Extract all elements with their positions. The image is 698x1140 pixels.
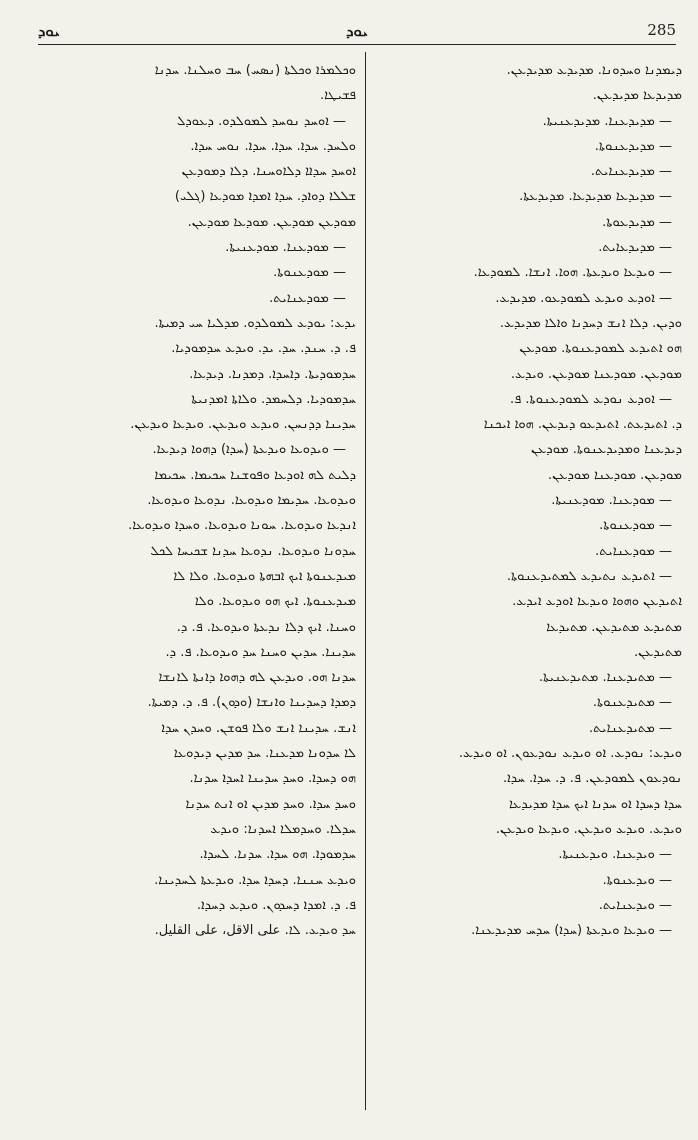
entry-line: ܡܬܝܕܥܢ. (633, 644, 682, 660)
entry-line: — ܘܝܕܥܐ ܘܝܕܥܬܐ (ܚܕܐ) ܚܕܚ ܡܕܝܕܥܢܐ. (471, 923, 672, 939)
entry-line: — ܐܬܝܕܥ ܢܬܝܕܥ ܠܡܬܝܕܥܢܘܬܐ. (506, 568, 672, 584)
entry-line: ܘܕܝܢ. ܕܠܐ ܐܢܫ ܕܚܕܢܐ ܘܐܠܐ ܡܕܝܕܥ. (499, 315, 682, 331)
entry-line: ܚܕ ܘܝܕܥ. ܠܐ. على الاقل، على القليل. (154, 923, 356, 939)
entry-line: ܚܕܝܢܐ ܕܕܢܚܢ. ܘܝܕܥ ܘܝܕܥܢ. ܘܝܕܥܐ ܘܝܕܥܢ. (130, 417, 356, 433)
entry-line: ܐܢܫ. ܚܕܝܢܐ ܐܢܫ ܘܠܐ ܦܘܫܢ. ܘܚܕܢ ܚܕܐ (161, 720, 356, 736)
entry-line: ܘܚܢܐ. ܐܝܟ ܕܠܐ ܢܕܥܬܐ ܘܝܕܘܥܐ. ܦ. ܕ. (176, 619, 356, 635)
entry-line: ܚܕܡܘܕܐ. ܗܘ ܚܕܐ. ܚܕܢܐ. ܠܚܕܐ. (199, 847, 356, 863)
entry-line: ܚܕܝܢܐ. ܚܕܝܢ ܘܚܢܐ ܚܕ ܘܝܕܘܥܐ. ܦ. ܕ. (165, 644, 356, 660)
entry-line: ܦ. ܕ. ܐܡܕܐ ܕܚܕܘܢ. ܘܝܕܥ ܕܚܕܐ. (196, 897, 356, 913)
entry-line: — ܡܕܝܕܥܢܘܬܐ. (594, 138, 672, 154)
entry-line: ܡܕܝܕܥܐ ܡܕܝܕܥܢ. (592, 88, 682, 104)
entry-line: ܐܢܕܥܐ ܘܝܕܘܥܐ. ܚܘܢܐ ܘܝܕܘܥܐ. ܘܚܕܐ ܘܝܕܘܥܐ. (128, 518, 356, 534)
entry-line: ܘܝܕܥ ܚܢܢܐ. ܕܚܕܐ ܚܕܐ. ܘܝܕܥܬܐ ܠܚܕܝܢܐ. (154, 872, 356, 888)
entry-line: — ܡܬܝܕܥܢܘܬܐ. (592, 695, 672, 711)
entry-line: ܚܕܘܢܐ ܘܝܕܘܥܐ. ܢܕܘܥܐ ܚܕܢܐ ܫܟܝܚܐ ܠܟܠ (150, 543, 356, 559)
entry-line: — ܘܝܕܥܢܐܝܬ. (598, 897, 672, 913)
entry-line: ܐܬܝܕܥܢ ܘܗܘܐ ܘܝܕܥܐ ܐܘܕܥ ܐܝܕܥ. (512, 594, 682, 610)
entry-line: ܘܝܕܘܥܐ. ܚܕܝܡܐ ܘܝܕܘܥܐ. ܢܕܘܥܐ ܘܝܕܘܥܐ. (147, 493, 356, 509)
entry-line: ܚܕܡܘܕܝܬܐ. ܕܐܚܕܐ. ܕܡܕܢܐ. ܕܝܕܥܐ. (189, 366, 356, 382)
entry-line: — ܘܝܕܥܐ ܘܝܕܥܬܐ. ܗܘܐ. ܐܢܫܐ. ܠܡܘܕܥܐ. (473, 265, 672, 281)
right-column (378, 58, 682, 1118)
entry-line: — ܡܘܕܥܢܐܝܬ. (595, 543, 672, 559)
entry-line: ܝܕܥ: ܝܘܕܥ ܠܡܘܠܕܘ. ܡܕܠܝܐ ܚܝ ܕܡܝܬܐ. (154, 315, 356, 331)
entry-line: ܚܕܐ ܕܚܕܐ ܐܘ ܚܕܢܐ ܐܝܟ ܚܕܐ ܡܕܝܕܥܐ (508, 796, 682, 812)
entry-line: — ܐܘܕܥ ܘܝܕܥ ܠܡܘܕܥܘ. ܡܕܝܕܥ. (495, 290, 672, 306)
running-head-left: ܝܘܕ (38, 22, 60, 40)
entry-line: ܡܘܕܥܢ ܡܘܕܥܢ. ܡܘܕܥܐ ܡܘܕܥܢ. (187, 214, 356, 230)
entry-line: ܡܝܕܥܢܘܬܐ. ܐܝܟ ܗܘ ܘܝܕܘܥܐ. ܘܠܐ (194, 594, 356, 610)
entry-line: — ܡܬܝܕܥܢܐ. ܡܬܝܕܥܢܝܬܐ. (538, 670, 672, 686)
left-column (40, 58, 356, 1118)
entry-line: ܡܝܕܥܢܘܬܐ ܐܝܟ ܐܒܗܬܐ ܘܝܕܘܥܐ. ܘܠܐ ܠܐ (173, 568, 356, 584)
entry-line: — ܐܘܕܥ ܢܘܕܥ ܠܡܘܕܥܢܘܬܐ. ܦ. (510, 391, 672, 407)
entry-line: ܡܬܝܕܥ ܡܬܝܕܥܢ. ܡܬܝܕܥܐ (546, 619, 682, 635)
entry-line: — ܡܘܕܥܢܐ. ܡܘܕܥܢܝܬܐ. (551, 493, 672, 509)
entry-line: — ܡܘܕܥܢܘܬܐ. (273, 265, 346, 281)
entry-line: ܫܠܠܐ ܕܘܐܕ. ܚܕܐ ܐܡܕܐ ܡܘܕܥܐ (ܓܠܝ) (174, 189, 356, 205)
entry-line: — ܐܘܚܕ ܢܘܚܕ ܠܡܘܠܕܘ. ܕܥܘܕܠ (176, 113, 346, 129)
entry-line: — ܡܬܝܕܥܢܐܝܬ. (588, 720, 672, 736)
entry-line: ܘܚܕ ܚܕܐ. ܘܚܕ ܡܕܝܢ ܐܘ ܐܢܬ ܚܕܢܐ (185, 796, 356, 812)
header-rule (38, 44, 676, 45)
entry-line: ܦ. ܕ. ܚܢܕ. ܚܕ. ܝܕ. ܘܝܕܥ ܚܕܡܘܕܝܐ. (171, 341, 356, 357)
page-header (38, 18, 676, 44)
entry-line: — ܡܕܝܕܥܢܐ. ܡܕܝܕܥܢܝܬܐ. (542, 113, 672, 129)
entry-line: — ܡܕܝܕܥܐܝܬ. (598, 240, 672, 256)
entry-line: ܡܘܕܥܢ. ܡܘܕܥܢܐ ܡܘܕܥܢ. ܘܝܕܥ. (510, 366, 682, 382)
entry-line: — ܡܕܝܕܥܘܬܐ. (602, 214, 672, 230)
entry-line: ܡܘܕܥܢ. ܡܘܕܥܢܐ ܡܘܕܥܢ. (548, 467, 682, 483)
page-number: 285 (647, 21, 676, 39)
entry-line: — ܘܝܕܥܢܘܬܐ. (602, 872, 672, 888)
column-divider (365, 52, 366, 1110)
entry-line: ܚܕܢܐ ܗܘ. ܘܝܕܥܢ ܠܗ ܕܗܘܐ ܕܐܢܬܐ ܠܐܢܫܐ (158, 670, 356, 686)
entry-line: ܚܕܡܘܕܝܐ. ܕܠܚܡܕ. ܘܠܐܬܐ ܐܡܕܢܝܬܐ (191, 391, 356, 407)
entry-line: ܕܝܡܕܢܐ ܘܚܕܘܢܐ. ܡܕܝܕܥ ܡܕܝܕܥܢ. (506, 63, 682, 78)
entry-line: — ܘܝܕܥܢܐ. ܘܝܕܥܢܝܬܐ. (558, 847, 672, 863)
entry-line: — ܘܝܕܘܥܐ ܘܝܕܥܬܐ (ܚܕܐ) ܕܗܘܐ ܕܝܕܥܐ. (152, 442, 346, 458)
entry-line: ܘܠܚܕ. ܚܕܐ. ܚܕܐ. ܚܕܐ. ܢܘܚ ܚܕܐ. (190, 138, 356, 154)
entry-line: — ܡܘܕܥܢܐ. ܡܘܕܥܢܝܬܐ. (225, 240, 346, 256)
entry-line: ܗܘ ܕܚܕܐ. ܘܚܕ ܚܕܝܢܐ ܐܚܕܐ ܚܕܢܐ. (189, 771, 356, 787)
entry-line: ܢܘܕܥܘܢ ܠܡܘܕܥܢ. ܦ. ܕ. ܚܕܐ. ܚܕܐ. (503, 771, 682, 787)
entry-line: ܘܟܠܡܪܐ ܘܟܠܬܐ (ܢܣܚ) ܚܒ ܘܚܠܢܐ. ܚܕܢܐ (154, 63, 356, 78)
entry-line: — ܡܘܕܥܢܘܬܐ. (599, 518, 672, 534)
entry-line: ܕ. ܐܬܝܕܥܬ. ܐܬܝܕܥܘ ܕܝܕܥܢ. ܗܘܐ ܐܝܟܢܐ (483, 417, 682, 433)
entry-line: ܘܝܕܥ. ܘܝܕܥ ܘܝܕܥܢ. ܘܝܕܥܐ ܘܝܕܥܢ. (495, 821, 682, 837)
entry-line: ܕܡܕܐ ܕܚܕܝܢܐ ܘܐܢܫܐ (ܘܕܘܢ). ܦ. ܕ. ܕܡܝܬܐ. (147, 695, 356, 711)
running-head-center: ܝܘܕ (346, 22, 368, 40)
entry-line: ܠܐ ܚܕܘܢܐ ܡܕܥܢܐ. ܚܕ ܡܕܝܢ ܕܝܕܘܥܐ (173, 746, 356, 762)
entry-line: ܕܝܕܥܢܐ ܘܡܕܝܕܥܢܘܬܐ. ܡܘܕܥܢ (530, 442, 682, 458)
entry-line: ܗܘ ܐܬܝܕܥ ܠܡܘܕܥܢܘܬܐ. ܡܘܕܥܢ (519, 341, 682, 357)
entry-line: ܚܕܠܐ. ܘܚܕܡܠܐ ܐܚܕܢܐ: ܘܝܕܥ (210, 821, 356, 837)
entry-line: ܘܝܕܥ: ܢܘܕܥ. ܐܘ ܘܝܕܥ ܢܘܕܥܘܢ. ܐܘ ܘܝܕܥ. (458, 746, 682, 762)
entry-line: ܕܠܝܬ ܠܗ ܐܘܕܥܐ ܘܦܘܫܢܐ ܚܟܝܡܐ. ܚܟܝܡܐ (154, 467, 356, 483)
entry-line: — ܡܘܕܥܢܐܝܬ. (269, 290, 346, 306)
entry-line: ܦܫܝܛܐ. (319, 88, 356, 104)
entry-line: ܐܘܚܕ ܚܕܐܐ ܕܠܐܘܚܢܐ. ܕܠܐ ܕܡܘܕܥܢ (181, 164, 356, 180)
entry-line: — ܡܕܝܕܥܐ ܡܕܝܕܥܐ. ܡܕܝܕܥܬܐ. (519, 189, 672, 205)
entry-line: — ܡܕܝܕܥܢܐܝܬ. (590, 164, 672, 180)
